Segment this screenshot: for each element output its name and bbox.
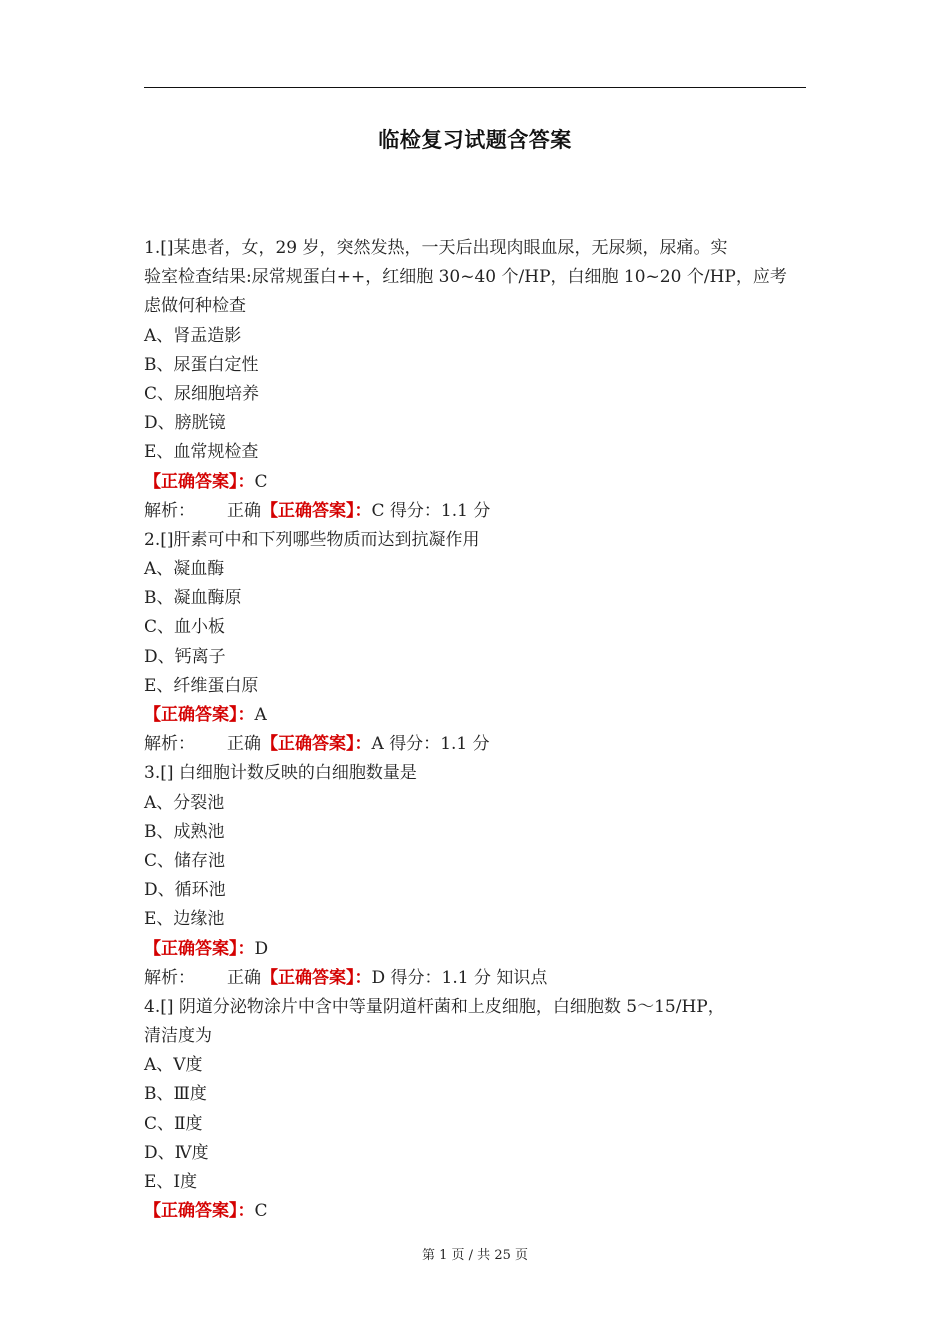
- question-4-option-e: E、Ⅰ度: [144, 1172, 198, 1192]
- explain-label: 解析：: [144, 967, 195, 988]
- question-3-answer: [144, 935, 808, 964]
- score-label: 得分：: [389, 734, 441, 755]
- question-1-option-c: C、尿细胞培养: [144, 383, 260, 404]
- explain-label: 解析：: [144, 500, 195, 521]
- question-3-text-line-1: 3.[] 白细胞计数反映的白细胞数量是: [144, 763, 417, 784]
- question-3-explanation: [144, 964, 808, 993]
- question-4-option-a: A、Ⅴ度: [144, 1055, 203, 1076]
- question-2-answer: [144, 701, 808, 730]
- question-4-text-line-1: 4.[] 阴道分泌物涂片中含中等量阴道杆菌和上皮细胞，白细胞数 5～15/HP，: [144, 996, 725, 1017]
- score-value: 1.1 分: [441, 967, 491, 988]
- answer-tag: 【正确答案】：: [144, 471, 255, 492]
- question-3-option-b: B、成熟池: [144, 821, 225, 842]
- score-value: 1.1 分: [440, 500, 491, 521]
- question-1-text-line-3: 虑做何种检查: [144, 296, 246, 317]
- question-1-text-line-1: 1.[]某患者，女，29 岁，突然发热，一天后出现肉眼血尿，无尿频，尿痛。实: [144, 238, 728, 258]
- question-1-explanation: [144, 497, 808, 526]
- explain-correct: 正确: [227, 500, 261, 521]
- question-1-option-b: B、尿蛋白定性: [144, 354, 259, 375]
- answer-value: A: [254, 705, 267, 725]
- question-1: [144, 234, 808, 526]
- answer-value: C: [254, 471, 268, 492]
- header-rule: [144, 87, 806, 88]
- page-footer: 第 1 页 / 共 25 页: [422, 1248, 528, 1263]
- question-3-option-c: C、储存池: [144, 850, 226, 871]
- explain-correct: 正确: [227, 967, 261, 988]
- question-1-option-a: A、肾盂造影: [144, 325, 242, 346]
- answer-tag: 【正确答案】：: [261, 967, 372, 988]
- answer-tag: 【正确答案】：: [144, 705, 255, 725]
- answer-value: C: [371, 500, 385, 521]
- question-2-option-e: E、纤维蛋白原: [144, 675, 259, 696]
- question-4-option-d: D、Ⅳ度: [144, 1142, 209, 1163]
- question-2-option-c: C、血小板: [144, 617, 226, 638]
- answer-tag: 【正确答案】：: [144, 938, 255, 959]
- question-2-text-line-1: 2.[]肝素可中和下列哪些物质而达到抗凝作用: [144, 529, 480, 550]
- question-4-option-c: C、Ⅱ度: [144, 1113, 203, 1134]
- document-body: [144, 234, 808, 1226]
- question-2-option-d: D、钙离子: [144, 646, 226, 667]
- answer-value: D: [371, 967, 386, 988]
- score-value: 1.1 分: [440, 734, 490, 755]
- question-2-explanation: [144, 730, 808, 759]
- answer-tag: 【正确答案】：: [144, 1201, 255, 1222]
- question-3: [144, 759, 808, 993]
- knowledge-point: 知识点: [496, 967, 548, 988]
- question-3-option-a: A、分裂池: [144, 792, 225, 813]
- explain-label: 解析：: [144, 734, 195, 755]
- answer-value: A: [371, 734, 384, 755]
- answer-tag: 【正确答案】：: [261, 734, 372, 755]
- question-4-answer: [144, 1197, 808, 1226]
- score-label: 得分：: [390, 967, 442, 988]
- question-3-option-d: D、循环池: [144, 880, 226, 901]
- question-4-option-b: B、Ⅲ度: [144, 1084, 207, 1105]
- question-4-text-line-2: 清洁度为: [144, 1026, 212, 1047]
- answer-value: C: [254, 1201, 268, 1222]
- explain-correct: 正确: [227, 734, 261, 755]
- question-4: [144, 993, 808, 1227]
- document-title: 临检复习试题含答案: [378, 128, 572, 152]
- question-1-answer: [144, 468, 808, 497]
- score-label: 得分：: [389, 500, 441, 521]
- question-1-option-d: D、膀胱镜: [144, 413, 226, 434]
- question-2-option-b: B、凝血酶原: [144, 588, 242, 609]
- question-1-option-e: E、血常规检查: [144, 442, 259, 463]
- question-3-option-e: E、边缘池: [144, 909, 225, 930]
- answer-value: D: [254, 938, 269, 959]
- question-2-option-a: A、凝血酶: [144, 559, 225, 580]
- question-2: [144, 526, 808, 760]
- answer-tag: 【正确答案】：: [261, 500, 372, 521]
- question-1-text-line-2: 验室检查结果:尿常规蛋白++，红细胞 30~40 个/HP，白细胞 10~20 个/HP，应考: [144, 267, 787, 288]
